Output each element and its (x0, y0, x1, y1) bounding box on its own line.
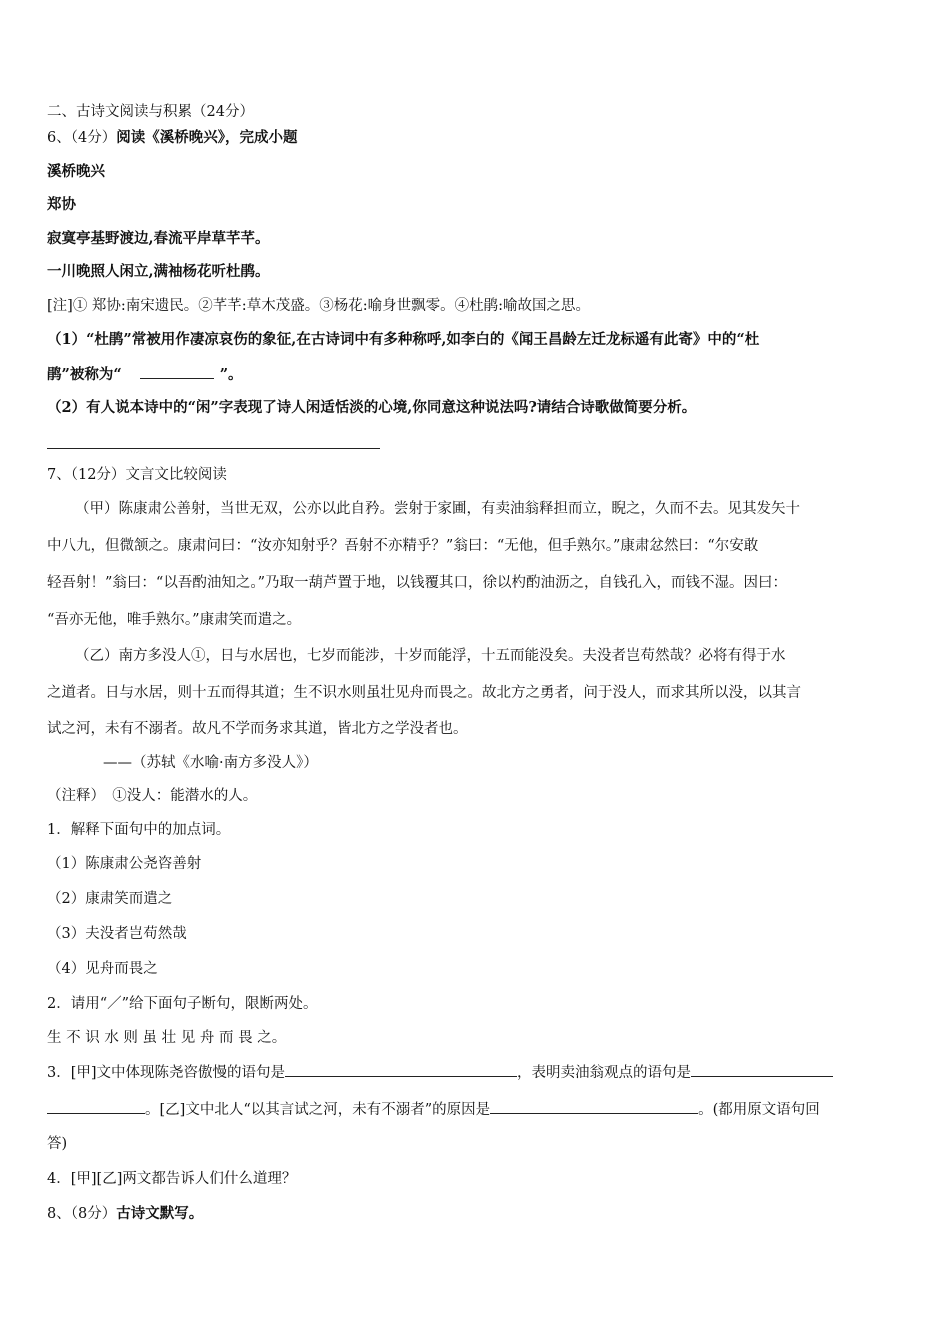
question-number: 6、 (47, 130, 71, 146)
task-3-text-a: 3．[甲]文中体现陈尧咨傲慢的语句是 (47, 1065, 286, 1081)
question-score: （4分） (70, 130, 117, 146)
passage-source: ——（苏轼《水喻·南方多没人》） (103, 755, 318, 771)
question-number: 8、 (47, 1206, 71, 1222)
sub-question-1-line-a: （1）“杜鹃”常被用作凄凉哀伤的象征,在古诗词中有多种称呼,如李白的《闻王昌龄左迁龙标遥有此寄》中的“杜 (47, 331, 760, 348)
sub-question-1-text: 鹃”被称为“ (47, 366, 122, 383)
annotation: （注释） ①没人：能潜水的人。 (47, 788, 258, 804)
task-1-item-1: （1）陈康肃公尧咨善射 (47, 856, 202, 872)
answer-blank[interactable] (140, 364, 214, 379)
question-prompt: 文言文比较阅读 (125, 467, 227, 483)
passage-jia-line-1: （甲）陈康肃公善射，当世无双，公亦以此自矜。尝射于家圃，有卖油翁释担而立，睨之，久而不去。见其发矢十 (75, 501, 800, 517)
question-8-header (47, 1204, 203, 1224)
task-3-text-b: ，表明卖油翁观点的语句是 (517, 1065, 692, 1081)
section-heading: 二、古诗文阅读与积累（24分） (47, 104, 254, 120)
question-score: （8分） (70, 1206, 117, 1222)
task-3-text-d: 。(都用原文语句回 (698, 1102, 820, 1118)
question-number: 7、 (47, 467, 71, 483)
question-prompt: 阅读《溪桥晚兴》，完成小题 (116, 129, 298, 146)
poem-author: 郑协 (47, 196, 76, 213)
task-4: 4．[甲][乙]两文都告诉人们什么道理？ (47, 1171, 297, 1187)
poem-note: [注]① 郑协:南宋遗民。②芊芊:草木茂盛。③杨花:喻身世飘零。④杜鹃:喻故国之思。 (47, 298, 590, 314)
passage-jia-line-3: 轻吾射！”翁曰：“以吾酌油知之。”乃取一葫芦置于地，以钱覆其口，徐以杓酌油沥之，自钱孔入，而钱不湿。因曰： (47, 575, 787, 591)
task-3-text-c: 。[乙]文中北人“以其言试之河，未有不溺者”的原因是 (145, 1102, 491, 1118)
task-3-line-c: 答) (47, 1136, 68, 1152)
passage-yi-line-1: （乙）南方多没人①，日与水居也，七岁而能涉，十岁而能浮，十五而能没矣。夫没者岂苟然哉？必将有得于水 (75, 648, 786, 664)
poem-title: 溪桥晚兴 (47, 163, 105, 180)
task-3-line-a (47, 1062, 833, 1083)
sub-question-2: （2）有人说本诗中的“闲”字表现了诗人闲适恬淡的心境,你同意这种说法吗?请结合诗歌做简要分析。 (47, 399, 697, 416)
passage-jia-line-2: 中八九，但微颔之。康肃问曰：“汝亦知射乎？吾射不亦精乎？”翁曰：“无他，但手熟尔。”康肃忿然曰：“尔安敢 (47, 538, 759, 554)
task-2: 2．请用“／”给下面句子断句，限断两处。 (47, 996, 318, 1012)
task-3-line-b (47, 1099, 820, 1120)
sub-question-1-tail: ”。 (219, 366, 243, 383)
task-1-item-3: （3）夫没者岂苟然哉 (47, 926, 187, 942)
sub-question-1-line-b (47, 364, 243, 385)
passage-yi-line-2: 之道者。日与水居，则十五而得其道；生不识水则虽壮见舟而畏之。故北方之勇者，问于没人，而求其所以没，以其言 (47, 685, 801, 701)
question-7-header (47, 465, 227, 485)
passage-yi-line-3: 试之河，未有不溺者。故凡不学而务求其道，皆北方之学没者也。 (47, 721, 468, 737)
passage-jia-line-4: “吾亦无他，唯手熟尔。”康肃笑而遣之。 (47, 612, 302, 628)
task-1-item-4: （4）见舟而畏之 (47, 961, 158, 977)
task-1: 1．解释下面句中的加点词。 (47, 822, 231, 838)
answer-blank[interactable] (691, 1062, 833, 1077)
answer-blank[interactable] (47, 1099, 145, 1114)
poem-line-1: 寂寞亭基野渡边,春流平岸草芊芊。 (47, 230, 270, 247)
question-score: （12分） (70, 467, 126, 483)
question-6-header (47, 128, 297, 148)
task-2-sentence: 生 不 识 水 则 虽 壮 见 舟 而 畏 之。 (47, 1030, 287, 1046)
answer-line[interactable] (47, 448, 380, 449)
answer-blank[interactable] (285, 1062, 517, 1077)
poem-line-2: 一川晚照人闲立,满袖杨花听杜鹃。 (47, 263, 270, 280)
task-1-item-2: （2）康肃笑而遣之 (47, 891, 173, 907)
question-prompt: 古诗文默写。 (116, 1205, 204, 1222)
answer-blank[interactable] (490, 1099, 698, 1114)
